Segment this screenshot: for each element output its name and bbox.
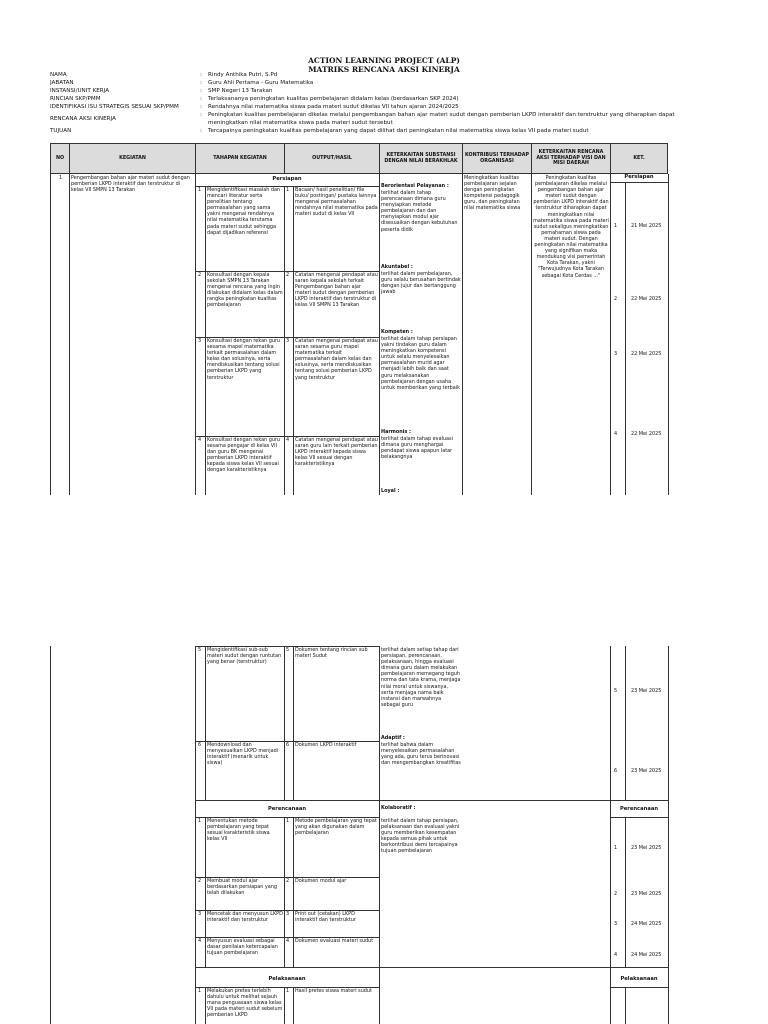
ket-number: 4 bbox=[614, 952, 618, 958]
value-name: Harmonis : bbox=[381, 429, 411, 435]
info-label: TUJUAN bbox=[50, 128, 72, 134]
output-text: Catatan mengenai pendapat atau saran guru lain terkait pemberian LKPD interaktif kepada siswa kelas VII sesuai dengan karakteristiknya bbox=[295, 437, 378, 468]
output-number: 1 bbox=[286, 187, 290, 193]
info-value: Rindy Anthika Putri, S.Pd bbox=[208, 72, 278, 78]
output-text: Dokumen tentang rincian sub materi Sudut bbox=[295, 647, 368, 660]
tahap-number: 1 bbox=[198, 818, 202, 824]
tahap-text: Mengidentifikasi masalah dan mencari literatur serta penelitian tentang permasalahan yang sama yakni mengenai rendahnya nilai matematika terutama pada materi sudut sehingga dapat dijadikan referensi bbox=[207, 187, 281, 236]
ket-number: 6 bbox=[614, 768, 618, 774]
document-title: ACTION LEARNING PROJECT (ALP) bbox=[308, 56, 460, 65]
tahap-number: 5 bbox=[198, 647, 202, 653]
output-number: 5 bbox=[286, 647, 290, 653]
tahap-text: Membuat modul ajar berdasarkan persiapan yang telah dilakukan bbox=[207, 878, 277, 897]
tahap-text: Menentukan metode pembelajaran yang tepat sesuai karakteristik siswa kelas VII bbox=[207, 818, 270, 843]
ket-number: 1 bbox=[614, 223, 618, 229]
output-text: Print out (cetakan) LKPD interaktif dan terstruktur bbox=[295, 911, 356, 924]
info-label: NAMA bbox=[50, 72, 67, 78]
ket-date: 21 Mei 2025 bbox=[631, 223, 662, 229]
output-number: 4 bbox=[286, 938, 290, 944]
ket-number: 2 bbox=[614, 891, 618, 897]
ket-date: 23 Mei 2025 bbox=[631, 768, 662, 774]
info-value: Tercapainya peningkatan kualitas pembelajaran yang dapat dilihat dari peningkatan nilai matematika siswa kelas VII pada materi sudut bbox=[208, 128, 589, 134]
value-text: terlihat dalam pembelajaran, guru selalu berusahan bertindak dengan jujur dan bertanggung jawab bbox=[381, 271, 461, 296]
ket-number: 3 bbox=[614, 921, 618, 927]
tahap-text: Mencetak dan menyusun LKPD interaktif dan terstruktur bbox=[207, 911, 283, 924]
output-text: Dokumen LKPD interaktif bbox=[295, 742, 357, 748]
value-text: terlihat dalam tahap persiapan yakni tindakan guru dalam meningkatkan kompetensi untuk selalu menyelesaikan permasalahan murid agar menjadi lebih baik dan saat guru melaksanakan pembelajaran dengan usaha untuk memberikan yang terbaik bbox=[381, 336, 460, 391]
header-tahapan: TAHAPAN KEGIATAN bbox=[195, 143, 285, 174]
output-text: Dokumen modul ajar bbox=[295, 878, 347, 884]
tahap-number: 1 bbox=[198, 988, 202, 994]
tahap-number: 6 bbox=[198, 742, 202, 748]
ket-date: 23 Mei 2025 bbox=[631, 845, 662, 851]
ket-number: 1 bbox=[614, 845, 618, 851]
info-value: Peningkatan kualitas pembelajaran dikelas melalui pengembangan bahan ajar materi sudut dengan pemberian LKPD interaktif dan terstruktur yang diharapkan dapat meningkatkan nilai matematika siswa pada materi sudut tersebut bbox=[208, 112, 675, 126]
visi-cell: Peningkatan kualitas pembelajaran dikelas melalui pengembangan bahan ajar materi sudut dengan pemberian LKPD interaktif dan terstruktur diharapkan dapat meningkatkan nilai matematika siswa pada materi sudut sekaligus meningkatkan pemahaman siswa pada materi sudut. Dengan peningkatan nilai matematika yang signifikan maka mendukung visi pemerintah Kota Tarakan, yakni "Terwujudnya Kota Tarakan sebagai Kota Cerdas ..." bbox=[533, 175, 609, 279]
tahap-text: Konsultasi dengan rekan guru sesama mapel matematika terkait permasalahan dalam kelas dan solusinya, serta mendiskusikan tentang solusi pemberian LKPD yang terstruktur bbox=[207, 338, 281, 381]
ket-number: 3 bbox=[614, 351, 618, 357]
kontribusi-cell: Meningkatkan kualitas pembelajaran sejalan dengan peningkatan kompetensi pedagogik guru, dan peningkatan nilai matematika siswa bbox=[464, 175, 521, 212]
header-no: NO bbox=[50, 143, 70, 174]
output-number: 1 bbox=[286, 818, 290, 824]
header-output: OUTPUT/HASIL bbox=[284, 143, 380, 174]
tahap-text: Konsultasi dengan kepala sekolah SMPN 13 Tarakan mengenai rencana yang ingin dilakukan didalam kelas dalam rangka peningkatan kualitas pembelajaran bbox=[207, 272, 283, 309]
value-name: Berorientasi Pelayanan : bbox=[381, 183, 449, 189]
ket-section-persiapan: Persiapan bbox=[624, 174, 654, 180]
output-text: Catatan mengenai pendapat atau saran sesama guru mapel matematika terkait permasalahan dalam kelas dan solusinya, serta mendiskusikan tentang solusi pemberian LKPD yang terstruktur bbox=[295, 338, 378, 381]
ket-date: 22 Mei 2025 bbox=[631, 351, 662, 357]
tahap-text: Melakukan pretes terlebih dahulu untuk melihat sejauh mana penguasaan siswa kelas VII pada materi sudut sebelum pemberian LKPD bbox=[207, 988, 283, 1019]
output-number: 3 bbox=[286, 911, 290, 917]
output-text: Hasil pretes siswa materi sudut bbox=[295, 988, 372, 994]
section-perencanaan: Perencanaan bbox=[267, 806, 307, 812]
tahap-text: Mengidentifikasi sub-sub materi sudut dengan runtutan yang benar (terstruktur) bbox=[207, 647, 282, 666]
info-value: Guru Ahli Pertama - Guru Matematika bbox=[208, 80, 314, 86]
tahap-number: 4 bbox=[198, 437, 202, 443]
header-substansi: KETERKAITAN SUBSTANSI DENGAN NILAI BERAKHLAK bbox=[379, 143, 463, 174]
output-number: 3 bbox=[286, 338, 290, 344]
tahap-number: 4 bbox=[198, 938, 202, 944]
ket-date: 23 Mei 2025 bbox=[631, 891, 662, 897]
ket-date: 23 Mei 2025 bbox=[631, 688, 662, 694]
tahap-number: 2 bbox=[198, 878, 202, 884]
ket-section-perencanaan: Perencanaan bbox=[619, 806, 659, 812]
info-label: RINCIAN SKP/PMM bbox=[50, 96, 101, 102]
tahap-number: 2 bbox=[198, 272, 202, 278]
ket-date: 24 Mei 2025 bbox=[631, 952, 662, 958]
value-text: terlihat dalam tahap perencanaan dimana guru menyiapkan metode pembelajaran dan dan menyiapkan modul ajar disesuaikan dengan kebutuhan peserta didik bbox=[381, 190, 458, 233]
value-name: Akuntabel : bbox=[381, 264, 413, 270]
value-text: terlihat dalam tahap evaluasi dimana guru menghargai pendapat siswa apapun latar belakangnya bbox=[381, 436, 453, 461]
info-value: Terlaksananya peningkatan kualitas pembelajaran didalam kelas (berdasarkan SKP 2024) bbox=[208, 96, 459, 102]
output-text: Metode pembelajaran yang tepat yang akan digunakan dalam pembelajaran bbox=[295, 818, 377, 837]
output-number: 6 bbox=[286, 742, 290, 748]
info-label: INSTANSI/UNIT KERJA bbox=[50, 88, 110, 94]
output-number: 2 bbox=[286, 878, 290, 884]
tahap-number: 3 bbox=[198, 338, 202, 344]
value-name: Kolaboratif : bbox=[381, 805, 416, 811]
output-text: Bacaan/ hasil penelitian/ file buku/ postingan/ pustaka lainnya mengenai permasalahan rendahnya nilai matematika pada materi sudut di kelas VII bbox=[295, 187, 378, 218]
value-text: terlihat bahwa dalam menyelesaikan permasalahan yang ada, guru terus berinovasi dan mengembangkan kreatifitas bbox=[381, 742, 461, 767]
ket-number: 5 bbox=[614, 688, 618, 694]
info-label: IDENTIFIKASI ISU STRATEGIS SESUAI SKP/PMM bbox=[50, 104, 179, 110]
header-kontribusi: KONTRIBUSI TERHADAP ORGANISASI bbox=[462, 143, 532, 174]
header-visi: KETERKAITAN RENCANA AKSI TERHADAP VISI DAN MISI DAERAH bbox=[531, 143, 611, 174]
ket-number: 2 bbox=[614, 296, 618, 302]
tahap-number: 1 bbox=[198, 187, 202, 193]
tahap-text: Menyusun evaluasi sebagai dasar penilaian ketercapaian tujuan pembelajaran bbox=[207, 938, 278, 957]
info-label: RENCANA AKSI KINERJA bbox=[50, 116, 116, 122]
value-text: terlihat dalam setiap tahap dari persiapan, perencanaan, pelaksanaan, hingga evaluasi dimana guru dalam melakukan pembelajaran memegang teguh norma dan tata krama, menjaga nilai moral untuk siswanya, serta menjaga nama baik instansi dan marwahnya sebagai guru bbox=[381, 647, 461, 708]
tahap-text: Mendownload dan menyesuaikan LKPD menjadi interaktif (menarik untuk siswa) bbox=[207, 742, 279, 767]
ket-date: 22 Mei 2025 bbox=[631, 296, 662, 302]
ket-date: 22 Mei 2025 bbox=[631, 431, 662, 437]
ket-date: 24 Mei 2025 bbox=[631, 921, 662, 927]
value-text: terlihat dalam tahap persiapan, pelaksanaan dan evaluasi yakni guru memberikan kesempatan kepada semua pihak untuk berkontribusi demi tercapainya tujuan pembelajaran bbox=[381, 818, 460, 855]
output-text: Dokumen evaluasi materi sudut bbox=[295, 938, 374, 944]
output-text: Catatan mengenai pendapat atau saran kepala sekolah terkait Pengembangan bahan ajar materi sudut dengan pemberian LKPD interaktif dan terstruktur di kelas VII SMPN 13 Tarakan bbox=[295, 272, 378, 309]
output-number: 1 bbox=[286, 988, 290, 994]
info-value: Rendahnya nilai matematika siswa pada materi sudut dikelas VII tahun ajaran 2024/2025 bbox=[208, 104, 459, 110]
document-subtitle: MATRIKS RENCANA AKSI KINERJA bbox=[308, 65, 460, 74]
section-pelaksanaan: Pelaksanaan bbox=[268, 976, 306, 982]
row-number: 1 bbox=[59, 175, 63, 181]
header-kegiatan: KEGIATAN bbox=[69, 143, 196, 174]
header-ket: KET. bbox=[610, 143, 668, 174]
output-number: 4 bbox=[286, 437, 290, 443]
value-name: Loyal : bbox=[381, 488, 400, 494]
kegiatan-cell: Pengembangan bahan ajar materi sudut dengan pemberian LKPD interaktif dan terstruktur di kelas VII SMPN 13 Tarakan bbox=[71, 175, 190, 194]
info-label: JABATAN bbox=[50, 80, 74, 86]
value-name: Kompeten : bbox=[381, 329, 413, 335]
tahap-number: 3 bbox=[198, 911, 202, 917]
info-value: SMP Negeri 13 Tarakan bbox=[208, 88, 273, 94]
ket-section-pelaksanaan: Pelaksanaan bbox=[620, 976, 658, 982]
ket-number: 4 bbox=[614, 431, 618, 437]
value-name: Adaptif : bbox=[381, 735, 405, 741]
tahap-text: Konsultasi dengan rekan guru sesama pengajar di kelas VII dan guru BK mengenai pemberian LKPD interaktif kepada siswa kelas VII sesuai dengan karakteristiknya bbox=[207, 437, 281, 474]
output-number: 2 bbox=[286, 272, 290, 278]
section-persiapan: Persiapan bbox=[272, 176, 302, 182]
